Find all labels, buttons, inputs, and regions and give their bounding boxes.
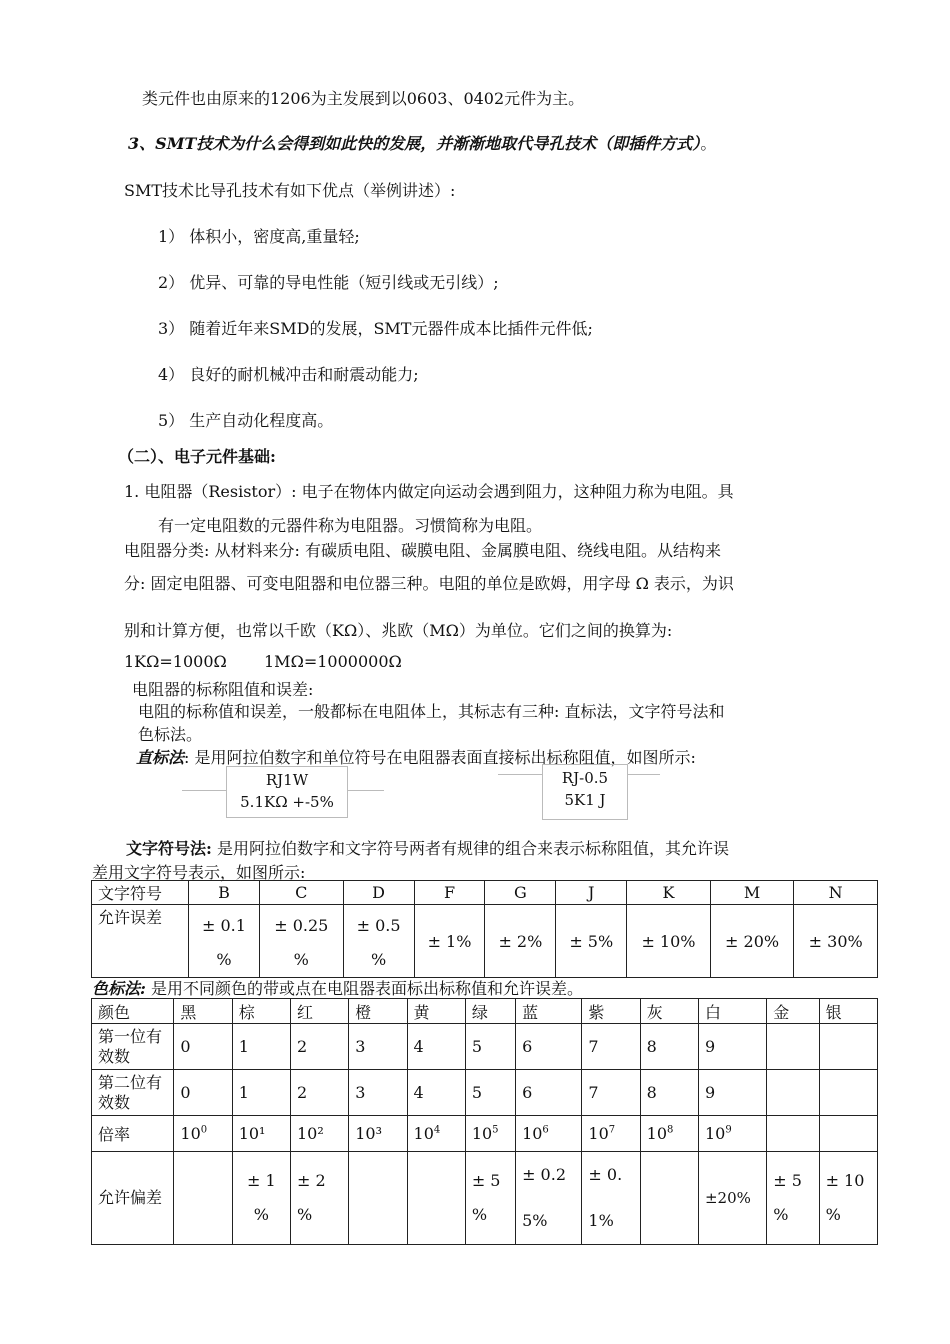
table-cell: M xyxy=(710,881,794,905)
direct-label: 直标法 xyxy=(136,748,185,767)
tolerance-row xyxy=(92,1152,878,1245)
table-cell: 8 xyxy=(640,1024,698,1070)
table-cell: D xyxy=(343,881,414,905)
text-body: 是用阿拉伯数字和文字符号两者有规律的组合来表示标称阻值，其允许误 xyxy=(211,839,730,858)
table-cell xyxy=(767,1116,819,1152)
row-label: 第二位有效数 xyxy=(92,1070,174,1116)
color-label: 色标法: xyxy=(92,979,146,998)
cell-top: ± 0.5 xyxy=(356,916,401,935)
table-cell: ± 1% xyxy=(414,905,485,978)
text-line: 类元件也由原来的1206为主发展到以0603、0402元件为主。 xyxy=(142,89,585,108)
table-cell xyxy=(819,1070,877,1116)
resistor-2-line1: RJ-0.5 xyxy=(561,769,609,787)
text-line: 色标法。 xyxy=(138,725,203,744)
list-item: 2） 优异、可靠的导电性能（短引线或无引线）; xyxy=(158,273,499,292)
cell-bottom: 1% xyxy=(588,1211,614,1230)
resistor-2 xyxy=(542,764,628,820)
table-cell: 黑 xyxy=(174,999,232,1024)
table-cell: 紫 xyxy=(582,999,640,1024)
mult-exp: 0 xyxy=(200,1124,208,1136)
mult-exp: 5 xyxy=(492,1124,499,1136)
table-cell xyxy=(290,1152,348,1245)
table-cell: 9 xyxy=(698,1024,766,1070)
resistor-2-line2: 5K1 J xyxy=(564,791,606,809)
mult-base: 10 xyxy=(180,1124,201,1143)
cell-bottom: % xyxy=(370,950,387,969)
table-cell xyxy=(349,1116,407,1152)
table-cell xyxy=(767,1024,819,1070)
table-cell xyxy=(232,1116,290,1152)
table-cell: 红 xyxy=(290,999,348,1024)
list-item: 1） 体积小，密度高,重量轻; xyxy=(158,227,360,246)
table-cell: N xyxy=(794,881,878,905)
text-line: 电阻器分类: 从材料来分: 有碳质电阻、碳膜电阻、金属膜电阻、绕线电阻。从结构来 xyxy=(124,541,721,560)
row-label: 允许误差 xyxy=(92,905,189,978)
table-cell: 1 xyxy=(232,1024,290,1070)
mult-exp: 9 xyxy=(725,1124,732,1136)
cell-bottom: % xyxy=(216,950,232,969)
row-label: 第一位有效数 xyxy=(92,1024,174,1070)
cell-bottom: 5% xyxy=(522,1211,548,1230)
table-cell xyxy=(349,1152,407,1245)
tolerance-row xyxy=(92,905,878,978)
mult-exp: 8 xyxy=(667,1124,674,1136)
row-label: 允许偏差 xyxy=(92,1152,174,1245)
cell-top: ± 0. xyxy=(588,1165,623,1184)
mult-base: 10 xyxy=(413,1124,434,1143)
table-cell: ±20% xyxy=(698,1152,766,1245)
table-cell xyxy=(582,1116,640,1152)
text-line: 电阻器的标称阻值和误差: xyxy=(132,680,314,699)
text-line: 别和计算方便，也常以千欧（KΩ）、兆欧（MΩ）为单位。它们之间的换算为: xyxy=(124,621,673,640)
table-cell: ± 10% xyxy=(627,905,711,978)
mult-base: 10 xyxy=(471,1124,493,1143)
mult-base: 10¹ xyxy=(238,1124,266,1143)
heading-end: 。 xyxy=(700,134,717,153)
table-cell: ± 5% xyxy=(556,905,627,978)
table-cell: 7 xyxy=(582,1024,640,1070)
table-cell xyxy=(698,1116,766,1152)
cell-top: ± 2 xyxy=(296,1171,326,1190)
intro-line: SMT技术比导孔技术有如下优点（举例讲述）: xyxy=(124,181,456,200)
table-cell xyxy=(232,1152,290,1245)
table-cell xyxy=(819,1152,877,1245)
cell-top: ± 0.25 xyxy=(274,916,329,935)
table-cell: 3 xyxy=(349,1024,407,1070)
table-cell: 黄 xyxy=(407,999,465,1024)
conversion-2: 1MΩ=1000000Ω xyxy=(264,652,402,671)
table-cell: G xyxy=(485,881,556,905)
list-item: 3） 随着近年来SMD的发展，SMT元器件成本比插件元件低; xyxy=(158,319,593,338)
heading-text: 3、SMT技术为什么会得到如此快的发展，并渐渐地取代导孔技术（即插件方式） xyxy=(128,134,701,153)
mult-base: 10 xyxy=(646,1124,668,1143)
table-cell xyxy=(516,1116,582,1152)
text-line xyxy=(92,976,583,999)
table-cell: 灰 xyxy=(640,999,698,1024)
cell-top: ± 1 xyxy=(246,1171,276,1190)
table-cell xyxy=(582,1152,640,1245)
mult-exp: 4 xyxy=(433,1124,441,1136)
table-cell: 1 xyxy=(232,1070,290,1116)
row-label: 文字符号 xyxy=(92,881,189,905)
table-cell xyxy=(407,1152,465,1245)
text-label: 文字符号法: xyxy=(126,839,212,858)
table-cell xyxy=(767,1152,819,1245)
list-item: 4） 良好的耐机械冲击和耐震动能力; xyxy=(158,365,419,384)
cell-top: ± 10 xyxy=(825,1171,865,1190)
table-cell xyxy=(174,1152,232,1245)
resistor-lead xyxy=(628,774,660,775)
table-cell xyxy=(819,1024,877,1070)
color-row xyxy=(92,999,878,1024)
mult-base: 10 xyxy=(522,1124,543,1143)
table-cell: 8 xyxy=(640,1070,698,1116)
section-heading: （二）、电子元件基础: xyxy=(118,447,276,466)
row-label: 颜色 xyxy=(92,999,174,1024)
resistor-1 xyxy=(226,766,348,818)
cell-bottom: % xyxy=(296,1205,313,1224)
text-line: 差用文字符号表示，如图所示: xyxy=(92,863,306,882)
table-cell: ± 30% xyxy=(794,905,878,978)
cell-bottom: % xyxy=(253,1205,269,1224)
mult-exp: 6 xyxy=(542,1124,549,1136)
mult-base: 10 xyxy=(588,1124,609,1143)
table-cell xyxy=(343,905,414,978)
text-line: 分: 固定电阻器、可变电阻器和电位器三种。电阻的单位是欧姆，用字母 Ω 表示，为识 xyxy=(124,574,734,593)
table-cell xyxy=(819,1116,877,1152)
table-cell xyxy=(174,1116,232,1152)
table-cell: 白 xyxy=(698,999,766,1024)
text-line: 1. 电阻器（Resistor）: 电子在物体内做定向运动会遇到阻力，这种阻力称为电阻。具 xyxy=(124,482,734,501)
cell-bottom: % xyxy=(825,1205,841,1224)
cell-top: ± 0.2 xyxy=(522,1165,566,1184)
table-cell: 5 xyxy=(465,1070,515,1116)
cell-top: ± 5 xyxy=(773,1171,802,1190)
direct-text: : 是用阿拉伯数字和单位符号在电阻器表面直接标出标称阻值，如图所示: xyxy=(184,748,696,767)
table-cell xyxy=(767,1070,819,1116)
cell-bottom: % xyxy=(773,1205,789,1224)
table-cell: ± 20% xyxy=(710,905,794,978)
table-cell: 7 xyxy=(582,1070,640,1116)
text-line xyxy=(126,836,729,859)
mult-base: 10 xyxy=(704,1124,726,1143)
color-code-table xyxy=(91,998,878,1245)
resistor-1-line1: RJ1W xyxy=(265,771,309,789)
table-cell: 6 xyxy=(516,1070,582,1116)
table-cell: C xyxy=(259,881,343,905)
table-cell: 绿 xyxy=(465,999,515,1024)
table-cell: 橙 xyxy=(349,999,407,1024)
cell-top: ± 5 xyxy=(471,1171,501,1190)
mult-base: 10² xyxy=(296,1124,324,1143)
table-cell xyxy=(465,1116,515,1152)
table-cell xyxy=(640,1116,698,1152)
table-cell: 2 xyxy=(290,1024,348,1070)
table-cell xyxy=(290,1116,348,1152)
table-cell xyxy=(465,1152,515,1245)
table-cell: 0 xyxy=(174,1024,232,1070)
table-cell: 4 xyxy=(407,1024,465,1070)
cell-bottom: % xyxy=(471,1205,488,1224)
section-heading xyxy=(128,131,716,154)
digit1-row xyxy=(92,1024,878,1070)
table-cell: 2 xyxy=(290,1070,348,1116)
resistor-lead xyxy=(348,790,384,791)
table-cell xyxy=(516,1152,582,1245)
table-cell: 金 xyxy=(767,999,819,1024)
resistor-lead xyxy=(182,790,226,791)
table-cell xyxy=(407,1116,465,1152)
text-line: 有一定电阻数的元器件称为电阻器。习惯简称为电阻。 xyxy=(158,516,543,535)
table-cell xyxy=(640,1152,698,1245)
table-cell xyxy=(189,905,260,978)
table-cell: ± 2% xyxy=(485,905,556,978)
table-cell: 9 xyxy=(698,1070,766,1116)
mult-exp: 7 xyxy=(608,1124,616,1136)
resistor-lead xyxy=(498,774,542,775)
table-cell: J xyxy=(556,881,627,905)
tolerance-symbol-table xyxy=(91,880,878,978)
resistor-1-line2: 5.1KΩ +-5% xyxy=(240,793,334,811)
color-text: 是用不同颜色的带或点在电阻器表面标出标称值和允许误差。 xyxy=(145,979,584,998)
multiplier-row xyxy=(92,1116,878,1152)
conversion-1: 1KΩ=1000Ω xyxy=(124,652,227,671)
table-cell: 蓝 xyxy=(516,999,582,1024)
table-cell: 4 xyxy=(407,1070,465,1116)
table-cell xyxy=(259,905,343,978)
table-cell: 棕 xyxy=(232,999,290,1024)
cell-top: ± 0.1 xyxy=(202,916,246,935)
digit2-row xyxy=(92,1070,878,1116)
list-item: 5） 生产自动化程度高。 xyxy=(158,411,334,430)
row-label: 倍率 xyxy=(92,1116,174,1152)
table-cell: K xyxy=(627,881,711,905)
cell-bottom: % xyxy=(293,950,309,969)
table-cell: 0 xyxy=(174,1070,232,1116)
table-cell: 3 xyxy=(349,1070,407,1116)
table-cell: B xyxy=(189,881,260,905)
table-cell: 银 xyxy=(819,999,877,1024)
table-cell: 6 xyxy=(516,1024,582,1070)
table-cell: 5 xyxy=(465,1024,515,1070)
symbol-row xyxy=(92,881,878,905)
table-cell: F xyxy=(414,881,485,905)
text-line: 电阻的标称值和误差，一般都标在电阻体上，其标志有三种: 直标法，文字符号法和 xyxy=(138,702,725,721)
mult-base: 10³ xyxy=(355,1124,383,1143)
